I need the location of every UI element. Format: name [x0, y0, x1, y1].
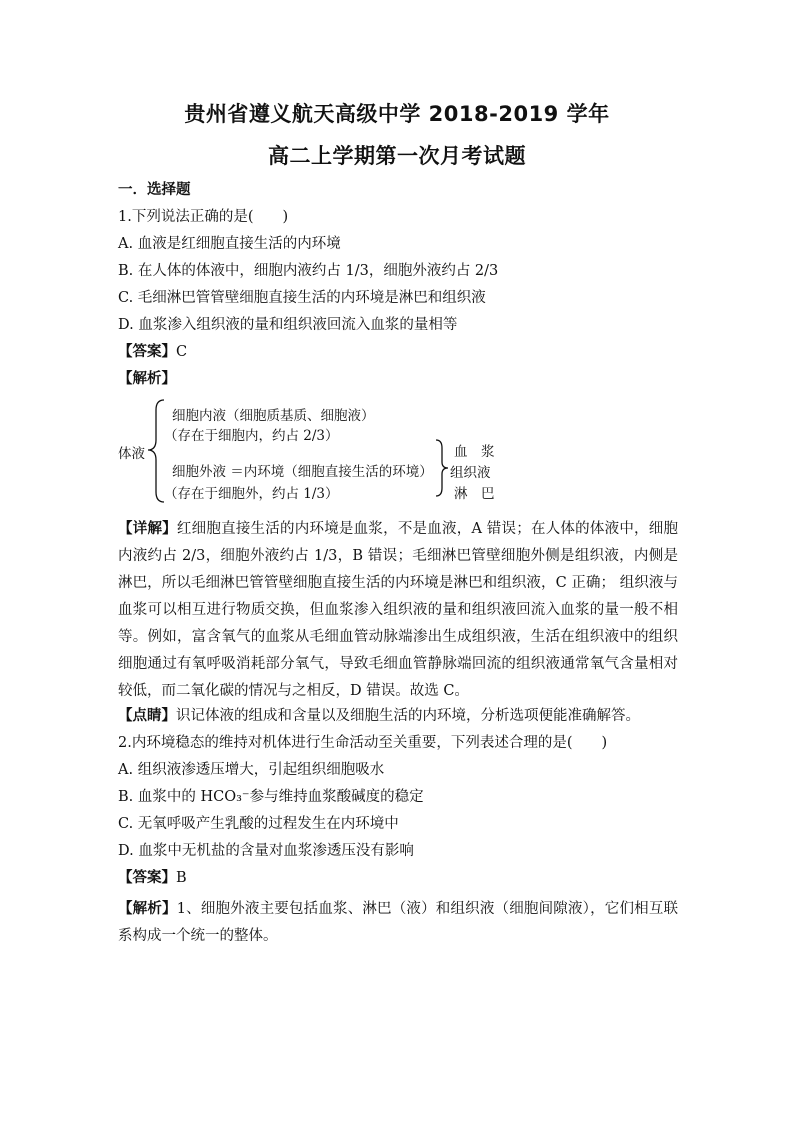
left-brace [148, 400, 164, 502]
diagram-component-tissue-fluid: 组织液 [450, 465, 491, 481]
body-fluid-diagram [118, 396, 538, 506]
q1-analysis-label: 【解析】 [118, 370, 176, 387]
diagram-extra-2: （存在于细胞外，约占 1/3） [164, 486, 339, 502]
diagram-intra-1: 细胞内液（细胞质基质、细胞液） [172, 408, 375, 424]
q2-answer-value: B [176, 870, 187, 886]
q2-option-b: B. 血浆中的 HCO₃⁻参与维持血浆酸碱度的稳定 [118, 789, 424, 805]
q1-answer-value: C [176, 344, 188, 360]
q1-detail-text: 红细胞直接生活的内环境是血浆，不是血液，A 错误；在人体的体液中，细胞内液约占 2/3，细胞外液约占 1/3，B 错误；毛细淋巴管壁细胞外侧是组织液，内侧是淋巴，所以毛细淋巴管管壁细胞直接生活的内环境是淋巴和组织液，C 正确； 组织液与血浆可以相互进行物质交换，但血浆渗入组织液的量和组织液回流入血浆的量一般不相等。例如，富含氧气的血浆从毛细血管动脉端渗出生成组织液，生活在组织液中的组织细胞通过有氧呼吸消耗部分氧气，导致毛细血管静脉端回流的组织液通常氧气含量相对较低，而二氧化碳的情况与之相反，D 错误。故选 C。 [118, 521, 679, 699]
q2-option-d: D. 血浆中无机盐的含量对血浆渗透压没有影响 [118, 843, 414, 859]
q2-answer [118, 868, 187, 888]
q1-option-a: A. 血液是红细胞直接生活的内环境 [118, 236, 341, 252]
q1-point-text: 识记体液的组成和含量以及细胞生活的内环境，分析选项便能准确解答。 [176, 708, 640, 724]
q2-stem: 2.内环境稳态的维持对机体进行生命活动至关重要，下列表述合理的是( ) [118, 735, 608, 751]
q1-option-b: B. 在人体的体液中，细胞内液约占 1/3，细胞外液约占 2/3 [118, 263, 499, 279]
q2-answer-label: 【答案】 [118, 869, 176, 886]
right-brace [436, 440, 448, 496]
q1-stem: 1.下列说法正确的是( ) [118, 209, 289, 225]
q1-option-d: D. 血浆渗入组织液的量和组织液回流入血浆的量相等 [118, 317, 458, 333]
diagram-root: 体液 [118, 446, 145, 462]
title-line-2: 高二上学期第一次月考试题 [268, 144, 526, 168]
q1-point-label: 【点睛】 [118, 707, 176, 724]
q2-analysis-text: 1、细胞外液主要包括血浆、淋巴（液）和组织液（细胞间隙液），它们相互联系构成一个统一的整体。 [118, 901, 678, 944]
q1-detail [118, 515, 678, 705]
diagram-extra-1: 细胞外液 ＝内环境（细胞直接生活的环境） [172, 464, 433, 480]
diagram-component-plasma: 血 浆 [454, 444, 495, 460]
q2-analysis [118, 895, 678, 950]
q1-answer [118, 342, 187, 362]
q2-option-a: A. 组织液渗透压增大，引起组织细胞吸水 [118, 762, 385, 778]
diagram-intra-2: （存在于细胞内，约占 2/3） [164, 428, 339, 444]
section-heading: 一．选择题 [118, 181, 191, 198]
title-line-1: 贵州省遵义航天高级中学 2018-2019 学年 [184, 102, 610, 126]
diagram-component-lymph: 淋 巴 [454, 486, 495, 502]
q1-detail-label: 【详解】 [118, 520, 177, 537]
q2-option-c: C. 无氧呼吸产生乳酸的过程发生在内环境中 [118, 816, 399, 832]
q2-analysis-label: 【解析】 [118, 900, 177, 917]
q1-option-c: C. 毛细淋巴管管壁细胞直接生活的内环境是淋巴和组织液 [118, 290, 486, 306]
q1-answer-label: 【答案】 [118, 343, 176, 360]
q1-point [118, 706, 640, 726]
